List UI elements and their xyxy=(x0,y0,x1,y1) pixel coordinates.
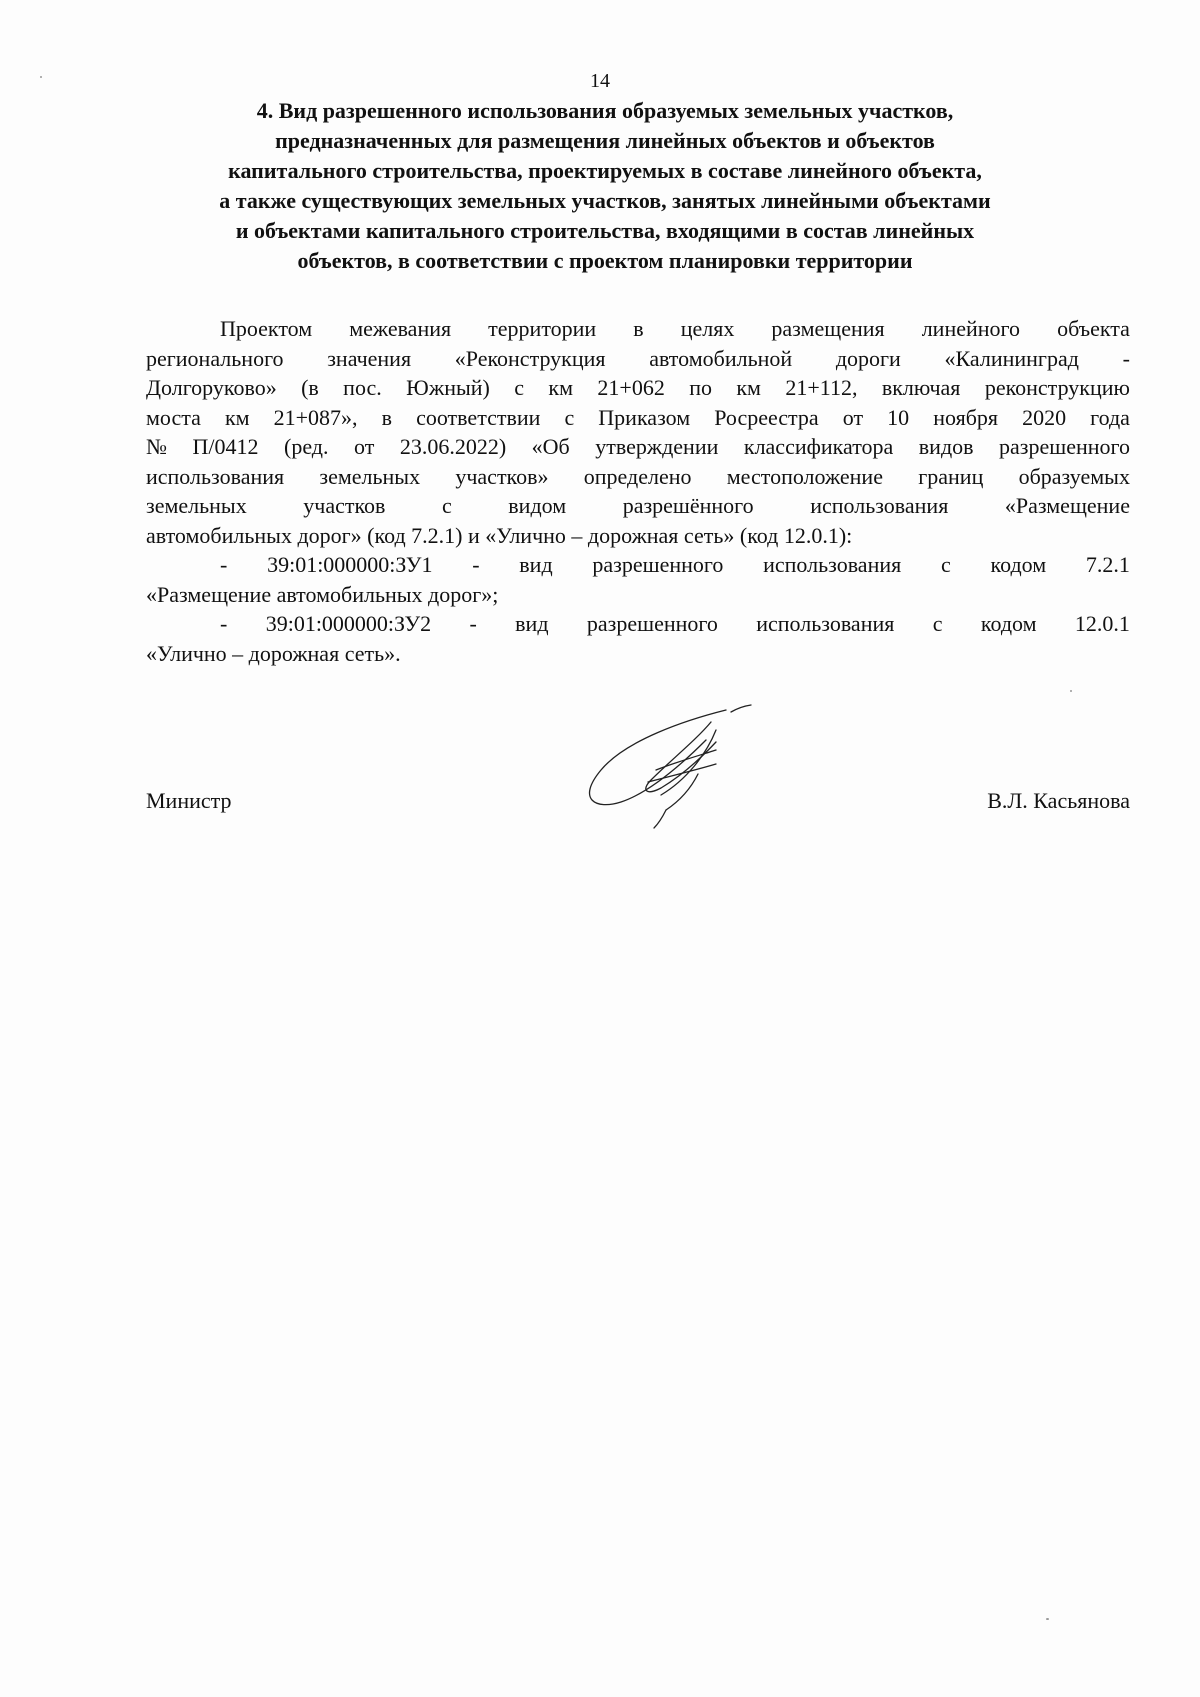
body-paragraph xyxy=(146,314,1130,668)
word: утверждении xyxy=(595,434,719,459)
word: разрешенного xyxy=(999,434,1130,459)
handwritten-signature xyxy=(566,700,786,840)
word: № xyxy=(146,434,167,459)
word: вид xyxy=(515,611,549,636)
word: соответствии xyxy=(416,404,541,430)
word: моста xyxy=(146,404,201,430)
word: кодом xyxy=(990,552,1047,577)
word: линейного xyxy=(921,316,1020,341)
list-item-second-line: «Улично – дорожная сеть». xyxy=(146,640,401,666)
word: «Об xyxy=(531,434,570,459)
word: местоположение xyxy=(726,463,883,489)
word: (ред. xyxy=(284,434,329,459)
heading-line: капитального строительства, проектируемых в составе линейного объекта, xyxy=(228,158,982,183)
word: «Размещение xyxy=(1004,493,1130,518)
signature-block xyxy=(146,700,1130,840)
paragraph-line: автомобильных дорог» (код 7.2.1) и «Улично – дорожная сеть» (код 12.0.1): xyxy=(146,522,853,548)
word: использования xyxy=(763,552,902,577)
word: целях xyxy=(680,316,735,341)
word: образуемых xyxy=(1018,463,1130,489)
signatory-name: В.Л. Касьянова xyxy=(987,788,1130,813)
word: разрешённого xyxy=(622,493,754,518)
word: земельных xyxy=(146,493,247,518)
word: 2020 xyxy=(1022,404,1067,430)
paragraph-line xyxy=(146,314,1130,344)
word: года xyxy=(1090,404,1130,430)
heading-line: и объектами капитального строительства, входящими в состав линейных xyxy=(235,218,975,243)
word: Росреестра xyxy=(714,404,819,430)
paragraph-line xyxy=(146,462,1130,492)
list-item-second-line: «Размещение автомобильных дорог»; xyxy=(146,581,499,607)
word: в xyxy=(381,404,393,430)
word: объекта xyxy=(1057,316,1130,341)
heading-line: предназначенных для размещения линейных объектов и объектов xyxy=(275,128,935,153)
word: разрешенного xyxy=(586,611,718,636)
word: 39:01:000000:ЗУ2 xyxy=(265,611,432,636)
word: П/0412 xyxy=(192,434,259,459)
paragraph-line xyxy=(146,491,1130,521)
word: межевания xyxy=(349,316,452,341)
word: 21+112, xyxy=(785,375,858,400)
heading-line: объектов, в соответствии с проектом планировки территории xyxy=(297,248,913,273)
paragraph-line xyxy=(146,373,1130,403)
word: с xyxy=(932,611,943,636)
paragraph-line xyxy=(146,344,1130,374)
word: использования xyxy=(146,463,285,489)
word: 10 xyxy=(887,404,910,430)
word: (в xyxy=(301,375,319,400)
word: «Реконструкция xyxy=(454,345,606,371)
word: 7.2.1 xyxy=(1085,552,1130,577)
word: кодом xyxy=(980,611,1037,636)
word: 21+062 xyxy=(597,375,665,400)
word: земельных xyxy=(319,463,421,489)
list-item-first-line xyxy=(146,550,1130,580)
word: - xyxy=(1122,345,1130,371)
word: видов xyxy=(918,434,974,459)
word: участков xyxy=(303,493,386,518)
word: от xyxy=(842,404,864,430)
word: территории xyxy=(488,316,597,341)
word: использования xyxy=(810,493,949,518)
word: с xyxy=(441,493,452,518)
scan-speck xyxy=(1070,690,1072,692)
paragraph-line xyxy=(146,403,1130,433)
scan-speck xyxy=(1046,1618,1049,1620)
word: по xyxy=(689,375,712,400)
word: участков» xyxy=(455,463,549,489)
word: реконструкцию xyxy=(984,375,1130,400)
word: ноября xyxy=(933,404,999,430)
heading-line: 4. Вид разрешенного использования образуемых земельных участков, xyxy=(256,98,954,123)
word: регионального xyxy=(146,345,284,371)
word: км xyxy=(736,375,761,400)
word: - xyxy=(220,552,228,577)
word: от xyxy=(354,434,375,459)
word: Южный) xyxy=(406,375,490,400)
signatory-title: Министр xyxy=(146,788,232,813)
word: «Калининград xyxy=(944,345,1079,371)
word: границ xyxy=(918,463,984,489)
word: км xyxy=(548,375,574,400)
word: использования xyxy=(756,611,895,636)
word: 12.0.1 xyxy=(1074,611,1130,636)
word: Долгоруково» xyxy=(146,375,277,400)
word: - xyxy=(469,611,477,636)
page-number: 14 xyxy=(590,70,610,92)
word: пос. xyxy=(343,375,382,400)
word: в xyxy=(633,316,644,341)
heading-line: а также существующих земельных участков, занятых линейными объектами xyxy=(219,188,991,213)
word: вид xyxy=(519,552,553,577)
word: значения xyxy=(327,345,412,371)
word: включая xyxy=(881,375,961,400)
word: - xyxy=(220,611,228,636)
list-item-first-line xyxy=(146,609,1130,639)
paragraph-line xyxy=(146,432,1130,462)
word: автомобильной xyxy=(649,345,793,371)
word: классификатора xyxy=(743,434,894,459)
word: км xyxy=(224,404,250,430)
word: разрешенного xyxy=(592,552,724,577)
word: определено xyxy=(583,463,692,489)
scan-speck xyxy=(40,76,42,78)
section-heading xyxy=(140,96,1070,276)
word: дороги xyxy=(835,345,901,371)
word: 39:01:000000:ЗУ1 xyxy=(267,552,433,577)
word: 23.06.2022) xyxy=(399,434,507,459)
word: с xyxy=(514,375,525,400)
word: - xyxy=(472,552,480,577)
word: с xyxy=(940,552,951,577)
word: Приказом xyxy=(598,404,691,430)
word: с xyxy=(564,404,575,430)
word: Проектом xyxy=(220,316,313,341)
word: размещения xyxy=(771,316,885,341)
word: видом xyxy=(508,493,567,518)
word: 21+087», xyxy=(273,404,358,430)
